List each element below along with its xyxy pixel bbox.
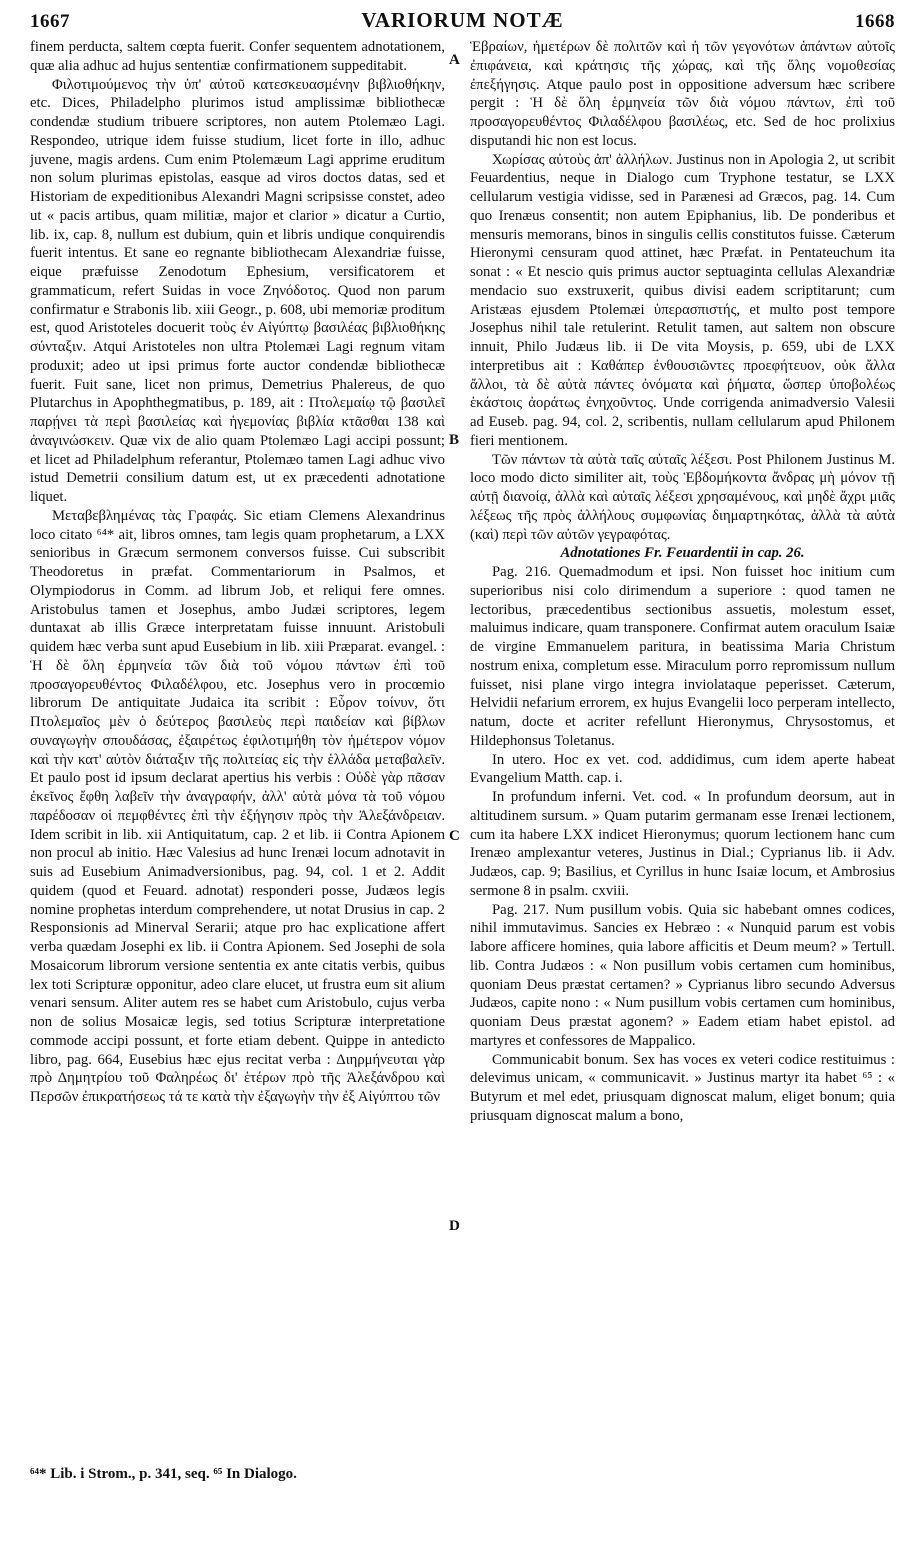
right-column-paragraph: Χωρίσας αὐτοὺς ἀπ' ἀλλήλων. Justinus non in Apologia 2, ut scribit Feuardentius, neque in Dialogo cum Tryphone testatur, se LXX cellularum vestigia vidisse, sed in Parænesi ad Græcos, pag. 14. Cum quo Irenæus consentit; non autem Epiphanius, lib. De ponderibus et mensuris memorans, binos in singulis cellis constitutos fuisse. Cæterum Hieronymi censuram quod attinet, hæc Præfat. in Pentateuchum ita sonat : « Et nescio quis primus auctor septuaginta cellulas Alexandriæ mendacio suo exstruxerit, quibus divisi eadem scriptitarunt; cum Aristæas ejusdem Ptolemæi ὑπερασπιστής, et multo post tempore Josephus nihil tale retulerint. Retulit tamen, aut saltem non obscure innuit, Philo Judæus lib. ii De vita Moysis, p. 659, ubi de LXX interpretibus ait : Καθάπερ ἐνθουσιῶντες προεφήτευον, οὐκ ἄλλα ἄλλοι, τὰ δὲ αὐτὰ πάντες ὀνόματα καὶ ῥήματα, ὥσπερ ὑποβολέως ἑκάστοις ἀοράτως ἐνηχοῦντος. Unde corrigenda animadversio Valesii ad Euseb. pag. 94, col. 2, scribentis, nullam cellularum apud Philonem fieri mentionem. xyxy=(470,151,895,449)
left-column-paragraph: finem perducta, saltem cœpta fuerit. Confer sequentem adnotationem, quæ alia adhuc ad hujus sententiæ confirmationem suppeditabit. xyxy=(30,39,445,74)
left-column xyxy=(30,38,445,1463)
right-column xyxy=(470,38,895,1463)
page-number-right: 1668 xyxy=(855,11,895,32)
running-title: VARIORUM NOTÆ xyxy=(361,8,564,32)
margin-letter-a: A xyxy=(449,52,460,68)
right-column-paragraph: In profundum inferni. Vet. cod. « In profundum deorsum, aut in altitudinem sursum. » Quam putarim germanam esse Irenæi lectionem, cum ita habere LXX indicet Hieronymus; quorum lectionem hanc cum Irenæo amplexantur veteres, Justinus in Dial.; Cyprianus lib. ii Adv. Judæos, cap. 9; Basilius, et Cyrillus in hunc Isaiæ locum, et Ambrosius sermone 8 in psalm. cxviii. xyxy=(470,789,895,899)
left-column-paragraph: Μεταβεβλημένας τὰς Γραφάς. Sic etiam Clemens Alexandrinus loco citato ⁶⁴* ait, libros omnes, tam legis quam prophetarum, a LXX senioribus in Græcum sermonem conversos fuisse. Cui subscribit Theodoretus in præfat. Commentariorum in Psalmos, et Olympiodorus in Comm. ad librum Job, et reliqui fere omnes. Aristobulus tamen et Josephus, ambo Judæi scriptores, legem duntaxat ab illis Græce interpretatam fuisse innuunt. Aristobuli quidem hæc verba sunt apud Eusebium in lib. xiii Præparat. evangel. : Ἡ δὲ ὅλη ἑρμηνεία τῶν διὰ τοῦ νόμου πάντων ἐπὶ τοῦ προσαγορευθέντος Φιλαδέλφου, etc. Josephus vero in procœmio librorum De antiquitate Judaica ita scribit : Εὗρον τοίνυν, ὅτι Πτολεμαῖος μὲν ὁ δεύτερος βασιλεὺς περὶ παιδείαν καὶ βίβλων συναγωγὴν σπουδάσας, ἐξαιρέτως ἐφιλοτιμήθη τὸν ἡμέτερον νόμον καὶ τὴν κατ' αὐτὸν διάταξιν τῆς πολιτείας εἰς τὴν ἑλλάδα μεταβαλεῖν. Et paulo post id ipsum declarat apertius his verbis : Οὐδὲ γὰρ πᾶσαν ἐκεῖνος ἔφθη λαβεῖν τὴν ἀναγραφήν, ἀλλ' αὐτὰ μόνα τὰ τοῦ νόμου παρέδοσαν οἱ πεμφθέντες ἐπὶ τὴν ἐξήγησιν πρὸς τὴν Ἀλεξάνδρειαν. Idem scribit in lib. xii Antiquitatum, cap. 2 et lib. ii Contra Apionem non procul ab initio. Hæc Valesius ad hunc Irenæi locum adnotavit in suis ad Eusebium Animadversionibus, pag. 94, col. 1 et 2. Addit quidem (quod et Feuard. adnotat) responderi posse, Judæos legis nomine prophetas interdum comprehendere, ut notat Drusius in cap. 2 Responsionis ad Minerval Serarii; atque pro hac explicatione affert verba quædam Josephi ex lib. ii Contra Apionem. Sed Josephi de sola Mosaicorum librorum versione sententia ex ante citatis verbis, quibus lex toti Scripturæ opponitur, adeo clare elucet, ut frustra eum sit alium venari sensum. Aliter autem res se habet cum Aristobulo, cujus verba non de solius Mosaicæ legis, sed totius Scripturæ interpretatione commode accipi possunt, et forte etiam debent. Quippe in antedicto libro, pag. 664, Eusebius hæc ejus recitat verba : Διηρμήνευται γὰρ πρὸ Δημητρίου τοῦ Φαληρέως δι' ἑτέρων πρὸ τῆς Ἀλεξάνδρου καὶ Περσῶν ἐπικρατήσεως τά τε κατὰ τὴν ἐξαγωγὴν τὴν ἐξ Αἰγύπτου τῶν xyxy=(30,507,445,1105)
right-column-paragraph: In utero. Hoc ex vet. cod. addidimus, cum idem aperte habeat Evangelium Matth. cap. i. xyxy=(470,751,895,787)
right-column-paragraph: Adnotationes Fr. Feuardentii in cap. 26. xyxy=(560,545,805,562)
footnotes: ⁶⁴* Lib. i Strom., p. 341, seq. ⁶⁵ In Dialogo. xyxy=(30,1466,297,1482)
right-column-paragraph: Τῶν πάντων τὰ αὐτὰ ταῖς αὐταῖς λέξεσι. Post Philonem Justinus M. loco modo dicto similiter ait, τοὺς Ἑβδομήκοντα ἄνδρας μὴ μόνον τῇ αὐτῇ διανοίᾳ, ἀλλὰ καὶ αὐταῖς λέξεσι χρησαμένους, καὶ μηδὲ ἄχρι μιᾶς λέξεως τῆς πρὸς ἀλλήλους συμφωνίας διημαρτηκότας, ἀλλὰ τὰ αὐτὰ (καὶ) περὶ τῶν αὐτῶν γεγραφότας. xyxy=(470,451,895,543)
margin-letter-d: D xyxy=(449,1218,460,1234)
page-header xyxy=(30,8,895,38)
right-column-paragraph: Ἑβραίων, ἡμετέρων δὲ πολιτῶν καὶ ἡ τῶν γεγονότων ἁπάντων αὐτοῖς ἐπιφάνεια, καὶ κράτησις τῆς χώρας, καὶ τῆς ὅλης νομοθεσίας ἐπεξήγησις. Atque paulo post in oppositione adversum hæc scribere pergit : Ἡ δὲ ὅλη ἑρμηνεία τῶν διὰ νόμου πάντων, ἐπὶ τοῦ προσαγορευθέντος Φιλαδέλφου βασιλέως, etc. Sed de hoc prolixius disputandi hic non est locus. xyxy=(470,39,895,149)
left-column-paragraph: Φιλοτιμούμενος τὴν ὑπ' αὐτοῦ κατεσκευασμένην βιβλιοθήκην, etc. Dices, Philadelpho plurimos istud amplissimæ bibliothecæ condendæ studium tribuere scriptores, non autem Ptolemæo Lagi. Respondeo, utrique idem fuisse studium, licet forte in illo, adhuc juvene, magis ardens. Cum enim Ptolemæum Lagi apprime eruditum non solum plurimas epistolas, easque ad viros doctos datas, sed et Historiam de expeditionibus Alexandri Magni scripsisse constet, adeo ut « pacis artibus, quam militiæ, major et clarior » dicatur a Curtio, lib. ix, cap. 8, nullum est dubium, quin et libris undique conquirendis fuerit intentus. Et sane eo regnante bibliothecam Alexandriæ fuisse, eique præfuisse Zenodotum Ephesium, versificatorem et grammaticum, refert Suidas in voce Ζηνόδοτος. Quod non parum confirmatur e Strabonis lib. xiii Geogr., p. 608, ubi memoriæ proditum est, quod Aristoteles docuerit τοὺς ἐν Αἰγύπτῳ βασιλέας βιβλιοθήκης σύνταξιν. Atqui Aristoteles non ultra Ptolemæi Lagi regnum vitam produxit; adeo ut ipsi primus forte auctor condendæ bibliothecæ fuerit. Fuit sane, licet non primus, Demetrius Phalereus, de quo Plutarchus in Apophthegmatibus, p. 189, ait : Πτολεμαίῳ τῷ βασιλεῖ παρῄνει τὰ περὶ βασιλείας καὶ ἡγεμονίας βιβλία κτᾶσθαι 138 καὶ ἀναγινώσκειν. Quæ vix de alio quam Ptolemæo Lagi accipi possunt; et licet ad Philadelphum referantur, Ptolemæo tamen Lagi adhuc vivo istud Demetrii consilium datum est, ut ex præcedenti adnotatione liquet. xyxy=(30,76,445,505)
margin-letter-b: B xyxy=(449,432,460,448)
right-column-paragraph: Communicabit bonum. Sex has voces ex veteri codice restituimus : delevimus unicam, « communicavit. » Justinus martyr ita habet ⁶⁵ : « Butyrum et mel edet, priusquam dignoscat malum, eliget bonum; quia priusquam dignoscat malum a bono, xyxy=(470,1051,895,1124)
right-column-paragraph: Pag. 216. Quemadmodum et ipsi. Non fuisset hoc initium cum superioribus nisi colo dirimendum a superiore : quod tamen ne lectoribus, præcedentibus sectionibus assuetis, molestum esset, maluimus indicare, quam transponere. Confirmat autem oraculum Isaiæ de virgine Emmanuelem paritura, in beatissima Maria Christum nostrum enixa, completum esse. Miraculum porro repromissum nullum fuisset, nisi plane virgo integra inviolataque peperisset. Cæterum, Helvidii nefarium errorem, ex hujus Evangelii loco perperam intellecto, natum, docte et acriter refellunt Hieronymus, Chrysostomus, et Hildephonsus Toletanus. xyxy=(470,564,895,749)
page-number-left: 1667 xyxy=(30,11,70,32)
right-column-paragraph: Pag. 217. Num pusillum vobis. Quia sic habebant omnes codices, nihil immutavimus. Sancies ex Hebræo : « Nunquid parum est vobis labore afficere homines, quia labore afficitis et Deum meum? » Tertull. lib. Contra Judæos : « Non pusillum vobis certamen cum hominibus, quoniam Deus præstat certamen? » Cyprianus libro secundo Adversus Judæos, capite nono : « Num pusillum vobis certamen cum hominibus, quoniam Deus præstat agonem? » Eadem etiam habet epistol. ad martyres et confessores de Mappalico. xyxy=(470,901,895,1049)
margin-letter-c: C xyxy=(449,828,460,844)
